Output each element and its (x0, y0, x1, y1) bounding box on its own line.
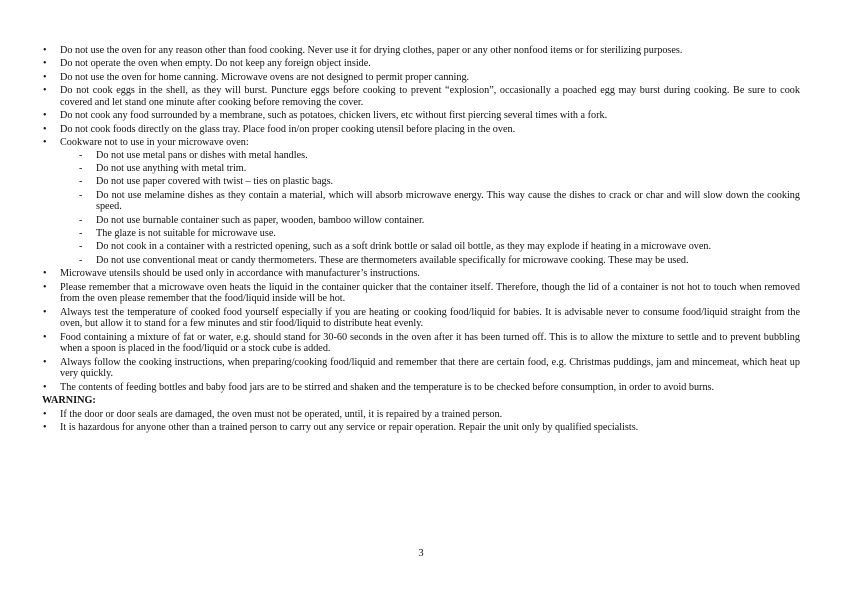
safety-item: • Do not cook eggs in the shell, as they will burst. Puncture eggs before cooking to prevent “explosion”, occasionally a poached egg may burst during cooking. Be sure to cook covered and let stand one minute after cooking before removing the cover. (42, 85, 800, 108)
safety-list (42, 45, 800, 393)
cookware-item: - The glaze is not suitable for microwave use. (96, 228, 800, 240)
page-number: 3 (418, 548, 424, 559)
safety-item: • Do not operate the oven when empty. Do not keep any foreign object inside. (42, 58, 800, 70)
safety-item: • Please remember that a microwave oven heats the liquid in the container quicker that the container itself. Therefore, though the lid of a container is not hot to touch when removed from the oven please remember that the food/liquid inside will be hot. (42, 282, 800, 305)
safety-item: • Do not cook any food surrounded by a membrane, such as potatoes, chicken livers, etc without first piercing several times with a fork. (42, 110, 800, 122)
cookware-list (60, 150, 800, 267)
warning-item: • If the door or door seals are damaged, the oven must not be operated, until, it is repaired by a trained person. (42, 409, 800, 421)
safety-item: • Always test the temperature of cooked food yourself especially if you are heating or cooking food/liquid for babies. It is advisable never to consume food/liquid straight from the oven, but allow it to stand for a few minutes and stir food/liquid to distribute heat evenly. (42, 307, 800, 330)
cookware-item: - Do not use melamine dishes as they contain a material, which will absorb microwave energy. This way cause the dishes to crack or char and will slow down the cooking speed. (96, 190, 800, 213)
safety-item: • Do not cook foods directly on the glass tray. Place food in/on proper cooking utensil before placing in the oven. (42, 124, 800, 136)
page-content (42, 45, 800, 435)
cookware-section (42, 137, 800, 267)
cookware-item: - Do not cook in a container with a restricted opening, such as a soft drink bottle or salad oil bottle, as they may explode if heating in a microwave oven. (96, 241, 800, 253)
cookware-item: - Do not use burnable container such as paper, wooden, bamboo willow container. (96, 215, 800, 227)
safety-item: • Food containing a mixture of fat or water, e.g. should stand for 30-60 seconds in the oven after it has been turned off. This is to allow the mixture to settle and to prevent bubbling when a spoon is placed in the food/liquid or a stock cube is added. (42, 332, 800, 355)
cookware-item: - Do not use metal pans or dishes with metal handles. (96, 150, 800, 162)
warning-list (42, 409, 800, 434)
safety-item: • Always follow the cooking instructions, when preparing/cooking food/liquid and remember that there are certain food, e.g. Christmas puddings, jam and mincemeat, which heat up very quickly. (42, 357, 800, 380)
safety-item: • The contents of feeding bottles and baby food jars are to be stirred and shaken and the temperature is to be checked before consumption, in order to avoid burns. (42, 382, 800, 394)
cookware-heading: Cookware not to use in your microwave oven: (60, 136, 249, 148)
warning-heading: WARNING: (42, 394, 96, 406)
safety-item: • Microwave utensils should be used only in accordance with manufacturer’s instructions. (42, 268, 800, 280)
warning-item: • It is hazardous for anyone other than a trained person to carry out any service or repair operation. Repair the unit only by qualified specialists. (42, 422, 800, 434)
safety-item: • Do not use the oven for home canning. Microwave ovens are not designed to permit proper canning. (42, 72, 800, 84)
cookware-item: - Do not use conventional meat or candy thermometers. These are thermometers available specifically for microwave cooking. These may be used. (96, 255, 800, 267)
cookware-item: - Do not use paper covered with twist – ties on plastic bags. (96, 176, 800, 188)
cookware-item: - Do not use anything with metal trim. (96, 163, 800, 175)
safety-item: • Do not use the oven for any reason other than food cooking. Never use it for drying clothes, paper or any other nonfood items or for sterilizing purposes. (42, 45, 800, 57)
